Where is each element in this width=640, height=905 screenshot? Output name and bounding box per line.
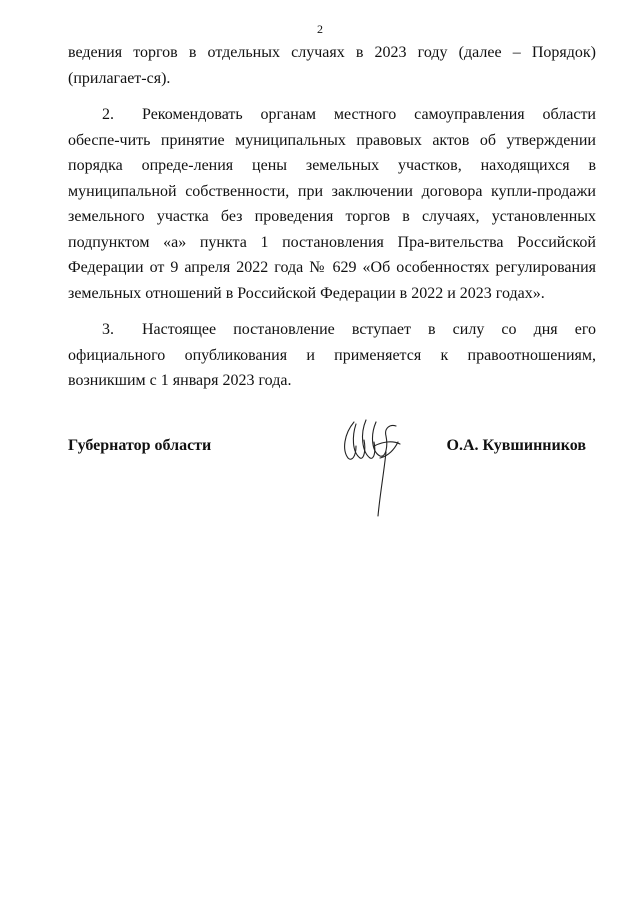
- paragraph-2: [68, 102, 596, 306]
- page-number: 2: [317, 22, 323, 36]
- signature-block: [68, 436, 586, 526]
- document-body: [68, 40, 596, 394]
- handwritten-signature: [340, 416, 410, 520]
- paragraph-2-text: Рекомендовать органам местного самоуправления области обеспе-чить принятие муниципальных правовых актов об утверждении порядка опреде-ления цены земельных участков, находящихся в муниципальной собственности, при заключении договора купли-продажи земельного участка без проведения торгов в случаях, установленных подпунктом «а» пункта 1 постановления Пра-вительства Российской Федерации от 9 апреля 2022 года № 629 «Об особенностях регулирования земельных отношений в Российской Федерации в 2022 и 2023 годах».: [68, 106, 596, 302]
- paragraph-3-number: 3.: [102, 321, 114, 338]
- paragraph-3-text: Настоящее постановление вступает в силу со дня его официального опубликования и применяется к правоотношениям, возникшим с 1 января 2023 года.: [68, 321, 596, 389]
- paragraph-3: [68, 317, 596, 394]
- paragraph-continuation: ведения торгов в отдельных случаях в 2023 году (далее – Порядок) (прилагает-ся).: [68, 44, 596, 87]
- paragraph-2-number: 2.: [102, 106, 114, 123]
- signatory-position: Губернатор области: [68, 437, 212, 454]
- signatory-name: О.А. Кувшинников: [446, 437, 586, 454]
